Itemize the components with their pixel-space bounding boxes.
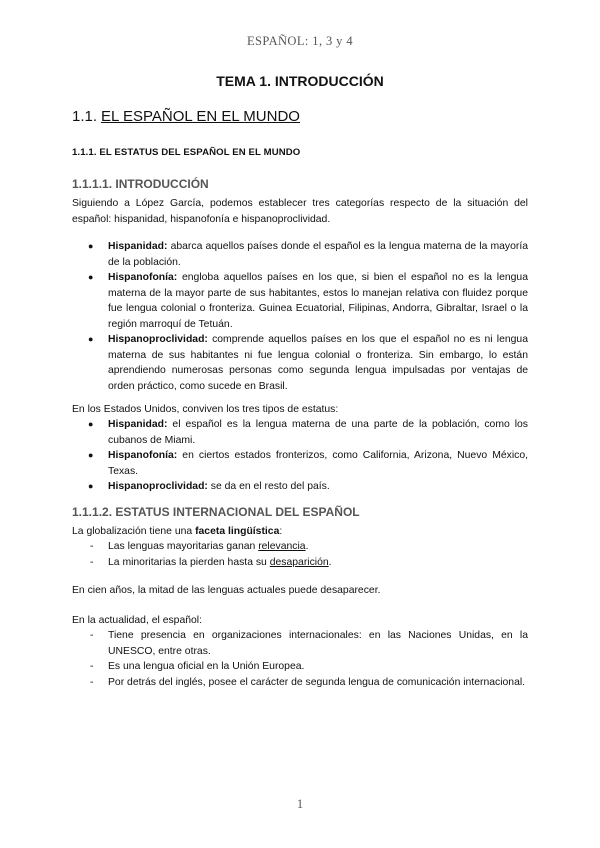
bullet-icon: ● [88,419,94,429]
term-description: abarca aquellos países donde el español es la lengua materna de la mayoría de la población. [108,241,528,268]
section-1-1-heading [72,108,300,125]
list-item [72,448,528,479]
section-1-1-1-2-heading: 1.1.1.2. ESTATUS INTERNACIONAL DEL ESPAÑOL [72,505,360,519]
term: Hispanoproclividad: [108,334,208,345]
categories-list [72,239,528,394]
faceta-linguistica: faceta lingüística [195,526,280,537]
globalization-paragraph: La globalización tiene una faceta lingüística: [72,526,283,537]
globalization-list [72,539,528,570]
term: Hispanofonía: [108,272,178,283]
section-1-1-number: 1.1. [72,108,98,125]
bullet-icon: ● [88,241,94,251]
actualidad-list [72,628,528,690]
term: Hispanoproclividad: [108,481,208,492]
term-description: el español es la lengua materna de una parte de la población, como los cubanos de Miami. [108,419,528,446]
tema-title: TEMA 1. INTRODUCCIÓN [216,73,384,89]
page-content [72,70,528,688]
section-1-1-1-heading: 1.1.1. EL ESTATUS DEL ESPAÑOL EN EL MUNDO [72,147,301,158]
list-item [72,332,528,394]
usa-intro: En los Estados Unidos, conviven los tres tipos de estatus: [72,404,339,415]
cien-anos-paragraph: En cien años, la mitad de las lenguas actuales puede desaparecer. [72,585,381,596]
list-item: - Por detrás del inglés, posee el carácter de segunda lengua de comunicación internacional. [72,675,528,691]
bullet-icon: ● [88,272,94,282]
bullet-icon: ● [88,334,94,344]
term: Hispanidad: [108,419,168,430]
list-item: - Tiene presencia en organizaciones internacionales: en las Naciones Unidas, en la UNESCO, entre otras. [90,630,528,657]
dash-marker: - [90,556,94,568]
dash-marker: - [90,676,94,688]
list-item: - La minoritarias la pierden hasta su desaparición. [72,555,528,571]
bullet-icon: ● [88,481,94,491]
actualidad-intro: En la actualidad, el español: [72,615,202,626]
bullet-icon: ● [88,450,94,460]
section-1-1-title: EL ESPAÑOL EN EL MUNDO [101,108,300,125]
list-item [72,417,528,448]
page-number: 1 [296,797,304,811]
dash-marker: - [90,630,94,641]
dash-marker: - [90,541,94,552]
section-1-1-1-1-heading: 1.1.1.1. INTRODUCCIÓN [72,177,209,191]
term-description: en ciertos estados fronterizos, como California, Arizona, Nuevo México, Texas. [108,450,528,477]
term: Hispanidad: [108,241,168,252]
term-description: comprende aquellos países en los que el español no es ni lengua materna de sus habitantes ni fue lengua colonial o fronteriza. Sin embargo, lo están aprendiendo numerosas personas como segunda lengua impulsadas por ventajas de orden práctico, como sucede en Brasil. [108,334,528,392]
list-item [72,270,528,332]
term-description: se da en el resto del país. [207,481,330,492]
list-item: - Las lenguas mayoritarias ganan relevancia. [72,539,528,555]
usa-list [72,417,528,495]
intro-paragraph: Siguiendo a López García, podemos establecer tres categorías respecto de la situación del español: hispanidad, hispanofonía e hispanoproclividad. [72,198,528,225]
term-description: engloba aquellos países en los que, si bien el español no es la lengua materna de la mayor parte de sus habitantes, estos lo manejan relativa con fluidez porque fue lengua colonial o fronteriza. Guinea Ecuatorial, Filipinas, Andorra, Gibraltar, Israel o la región marroquí de Tetuán. [108,272,528,330]
term: Hispanofonía: [108,450,178,461]
underlined-term: desaparición [269,556,329,568]
list-item [72,239,528,270]
dash-marker: - [90,661,94,672]
list-item [72,479,528,495]
underlined-term: relevancia [258,541,306,552]
list-item: - Es una lengua oficial en la Unión Europea. [72,659,528,675]
running-header: ESPAÑOL: 1, 3 y 4 [246,34,353,48]
